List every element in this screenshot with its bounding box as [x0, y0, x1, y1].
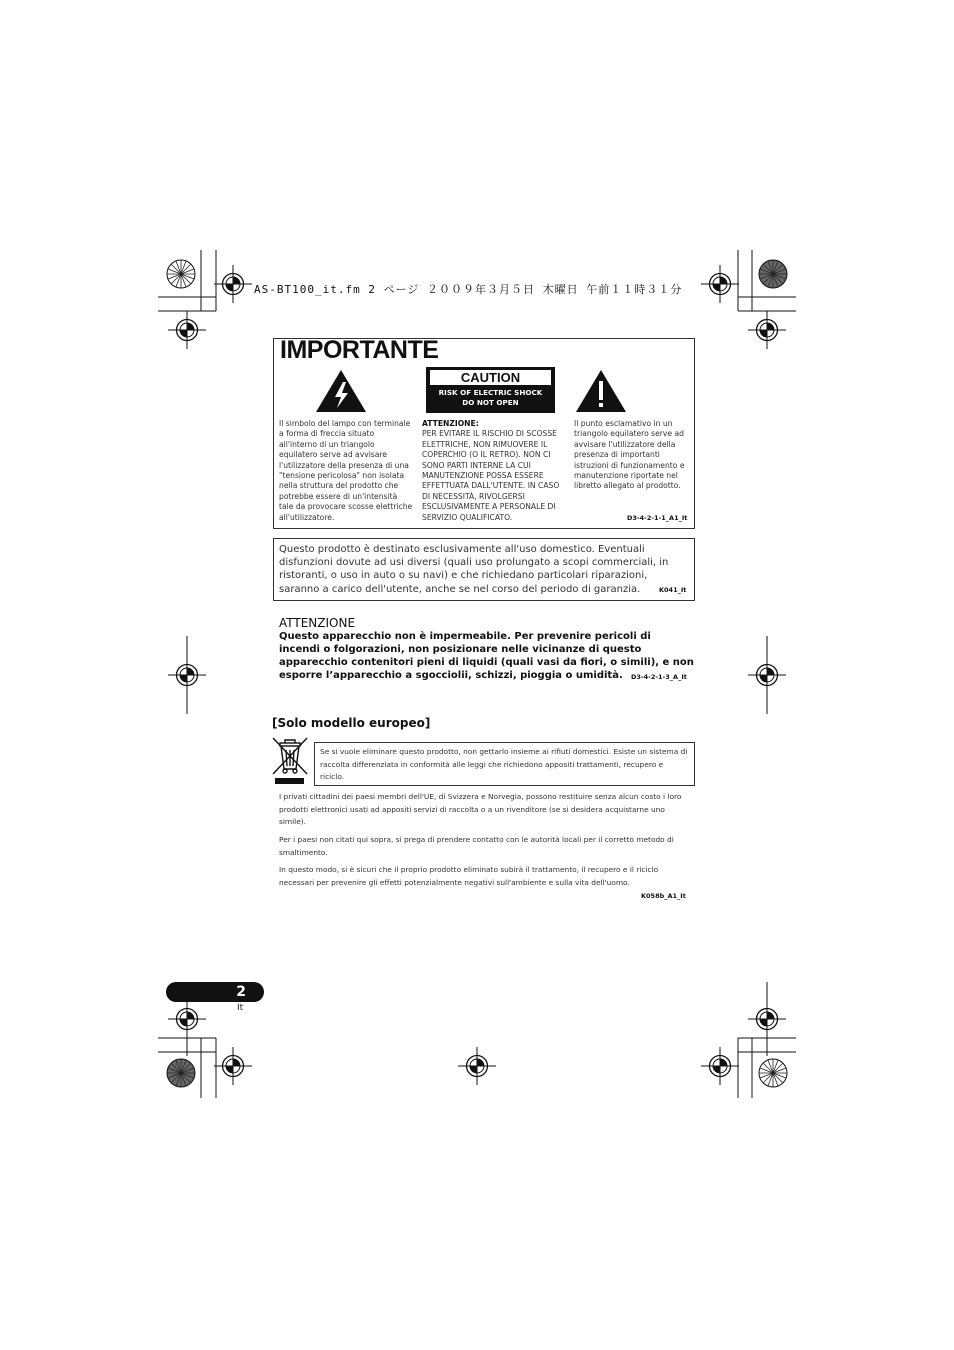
page-title: IMPORTANTE — [280, 336, 439, 364]
doc-code: D3-4-2-1-1_A1_It — [627, 514, 688, 522]
attenzione-heading: ATTENZIONE: — [422, 419, 479, 428]
attenzione-title: ATTENZIONE — [279, 616, 356, 630]
exclamation-warning-icon — [575, 369, 627, 413]
file-header: AS-BT100_it.fm 2 ページ ２００９年３月５日 木曜日 午前１１時３１分 — [254, 283, 683, 296]
page-number: 2 — [236, 984, 246, 1000]
section-title: [Solo modello europeo] — [272, 716, 431, 730]
weee-bin-icon — [271, 736, 309, 786]
page-language: It — [237, 1003, 244, 1013]
exclamation-explanation: Il punto esclamativo in un triangolo equilatero serve ad avvisare l'utilizzatore della presenza di importanti istruzioni di funzionamento e manutenzione riportate nel libretto allegato al prodotto. — [574, 419, 685, 491]
disposal-box-text: Se si vuole eliminare questo prodotto, non gettarlo insieme ai rifiuti domestici. Esiste un sistema di raccolta differenziata in conformità alle leggi che richiedono appositi trattamenti, recupero e riciclo. — [320, 747, 688, 782]
attenzione-caution-text — [422, 419, 568, 523]
doc-code: K058b_A1_It — [641, 892, 686, 900]
doc-code: K041_It — [659, 586, 687, 594]
caution-subtext: RISK OF ELECTRIC SHOCK DO NOT OPEN — [438, 388, 543, 407]
doc-code: D3-4-2-1-3_A_It — [631, 673, 687, 681]
caution-label — [426, 367, 555, 413]
disposal-para-2: Per i paesi non citati qui sopra, si prega di prendere contatto con le autorità locali per il corretto metodo di smaltimento. — [279, 835, 674, 857]
disposal-para-1: I privati cittadini dei paesi membri dell'UE, di Svizzera e Norvegia, possono restituire senza alcun costo i loro prodotti elettronici usati ad appositi servizi di raccolta o a un rivenditore (se si desidera acquistarne uno simile). — [279, 792, 682, 827]
attenzione-body: PER EVITARE IL RISCHIO DI SCOSSE ELETTRICHE, NON RIMUOVERE IL COPERCHIO (O IL RETRO). NON CI SONO PARTI INTERNE LA CUI MANUTENZIONE POSSA ESSERE EFFETTUATA DALL'UTENTE. IN CASO DI NECESSITÀ, RIVOLGERSI ESCLUSIVAMENTE A PERSONALE DI SERVIZIO QUALIFICATO. — [422, 429, 560, 522]
lightning-warning-icon — [315, 369, 367, 413]
caution-word: CAUTION — [430, 370, 551, 385]
lightning-explanation: Il simbolo del lampo con terminale a forma di freccia situato all'interno di un triangolo equilatero serve ad avvisare l'utilizzatore della presenza di una "tensione pericolosa" non isolata nella struttura del prodotto che potrebbe essere di un'intensità tale da provocare scosse elettriche all'utilizzatore. — [279, 419, 413, 522]
attenzione-warning: Questo apparecchio non è impermeabile. Per prevenire pericoli di incendi o folgorazioni, non posizionare nelle vicinanze di questo apparecchio contenitori pieni di liquidi (quali vasi da fiori, o simili), e non esporre l’apparecchio a sgocciolii, schizzi, pioggia o umidità. — [279, 631, 694, 681]
domestic-use-text: Questo prodotto è destinato esclusivamente all'uso domestico. Eventuali disfunzioni dovute ad usi diversi (quali uso prolungato a scopi commerciali, in ristoranti, o uso in auto o su navi) e che richiedano particolari riparazioni, saranno a carico dell'utente, anche se nel corso del periodo di garanzia. — [279, 544, 669, 595]
disposal-para-3: In questo modo, si è sicuri che il proprio prodotto eliminato subirà il trattamento, il recupero e il riciclo necessari per prevenire gli effetti potenzialmente negativi sull'ambiente e sulla vita dell'uomo. — [279, 865, 659, 887]
page-number-badge — [166, 982, 264, 1002]
